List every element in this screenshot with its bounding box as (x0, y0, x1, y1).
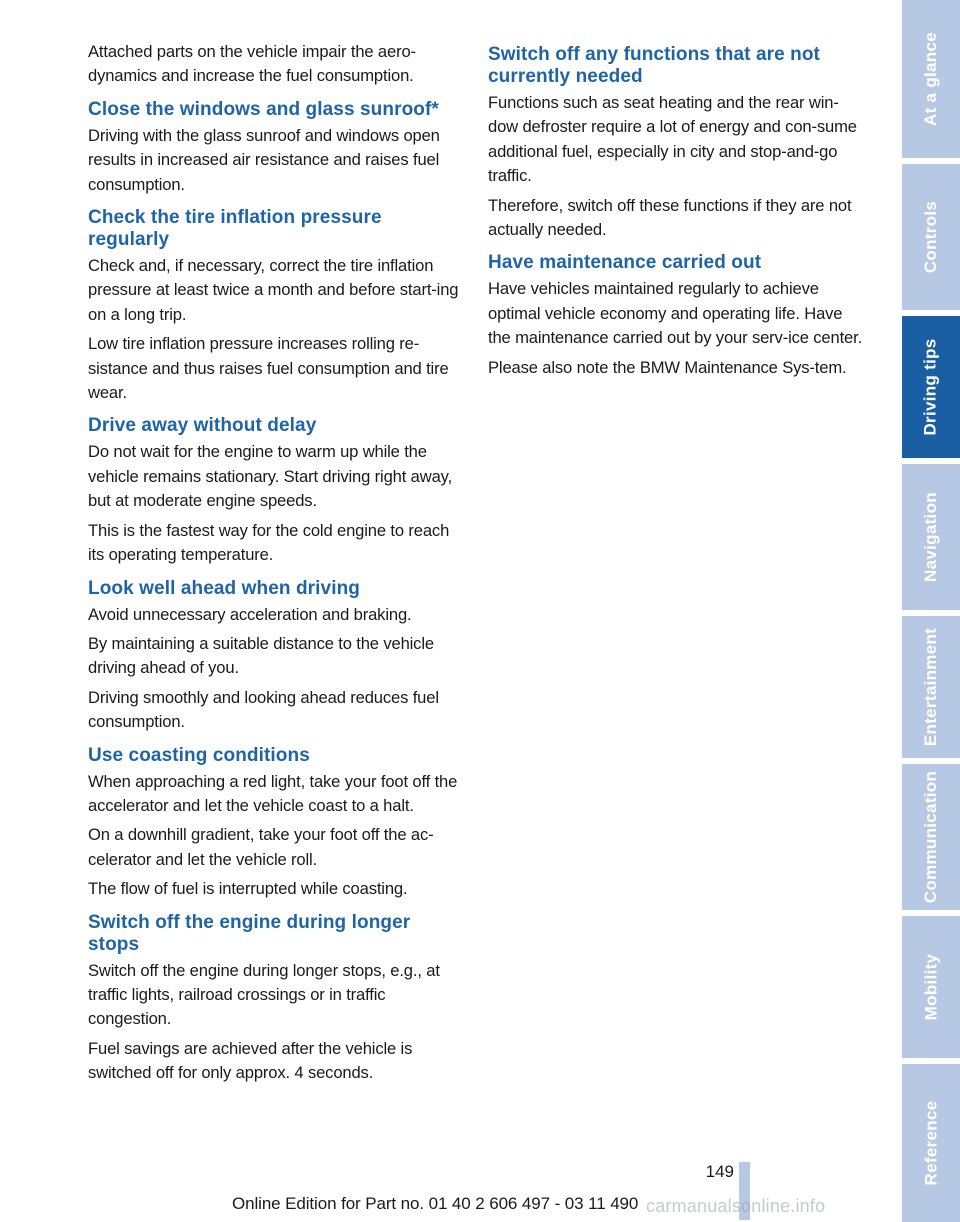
paragraph-coast-3: The flow of fuel is interrupted while coasting. (88, 879, 408, 899)
tab-controls[interactable] (902, 164, 960, 310)
tab-at-a-glance[interactable] (902, 0, 960, 158)
paragraph-stops-1: Switch off the engine during longer stops, e.g., at traffic lights, railroad crossings or in traffic congestion. (88, 960, 440, 1029)
tab-label: Entertainment (921, 627, 941, 747)
left-column (88, 40, 464, 1091)
paragraph-look-3: Driving smoothly and looking ahead reduces fuel consumption. (88, 687, 439, 732)
right-column (488, 40, 864, 385)
tab-label: At a glance (921, 32, 940, 126)
heading-longer-stops: Switch off the engine during longer stops (88, 911, 411, 955)
paragraph-coast-1: When approaching a red light, take your foot off the accelerator and let the vehicle coast to a halt. (88, 771, 458, 815)
heading-tire-pressure: Check the tire inflation pressure regularly (88, 207, 382, 251)
heading-maintenance: Have maintenance carried out (488, 252, 762, 274)
heading-look-ahead: Look well ahead when driving (88, 577, 361, 599)
tab-label: Communication (921, 770, 941, 904)
heading-drive-away: Drive away without delay (88, 415, 317, 437)
paragraph-look-2: By maintaining a suitable distance to the vehicle driving ahead of you. (88, 633, 434, 678)
heading-switch-off-functions: Switch off any functions that are not currently needed (488, 44, 820, 87)
paragraph-tire-1: Check and, if necessary, correct the tire inflation pressure at least twice a month and before start-ing on a long trip. (88, 256, 459, 324)
tab-reference[interactable] (902, 1064, 960, 1222)
paragraph-maintenance-1: Have vehicles maintained regularly to achieve optimal vehicle economy and operating life. Have the maintenance carried out by your serv-ice center. (488, 279, 863, 348)
tab-label: Reference (921, 1100, 941, 1186)
paragraph-look-1: Avoid unnecessary acceleration and braking. (88, 604, 412, 624)
paragraph-maintenance-2: Please also note the BMW Maintenance Sys-tem. (488, 357, 847, 377)
footer-edition-note: Online Edition for Part no. 01 40 2 606 497 - 03 11 490 (232, 1194, 639, 1213)
tab-entertainment[interactable] (902, 616, 960, 758)
paragraph-drive-1: Do not wait for the engine to warm up while the vehicle remains stationary. Start driving right away, but at moderate engine speeds. (88, 442, 453, 511)
paragraph-functions-1: Functions such as seat heating and the rear win-dow defroster require a lot of energy and con-sume additional fuel, especially in city and stop-and-go traffic. (488, 93, 857, 186)
paragraph-tire-2: Low tire inflation pressure increases rolling re-sistance and thus raises fuel consumption and tire wear. (88, 334, 449, 403)
tab-label: Navigation (921, 492, 940, 582)
tab-label: Mobility (921, 953, 940, 1021)
heading-coasting: Use coasting conditions (88, 744, 310, 766)
heading-close-windows: Close the windows and glass sunroof* (88, 98, 439, 120)
tab-communication[interactable] (902, 764, 960, 910)
tab-navigation[interactable] (902, 464, 960, 610)
paragraph-functions-2: Therefore, switch off these functions if they are not actually needed. (488, 195, 852, 240)
paragraph-windows: Driving with the glass sunroof and windows open results in increased air resistance and raises fuel consumption. (88, 125, 440, 194)
tab-driving-tips[interactable] (902, 316, 960, 458)
tab-mobility[interactable] (902, 916, 960, 1058)
page-number: 149 (705, 1162, 734, 1181)
tab-label: Driving tips (921, 338, 941, 436)
watermark: carmanualsonline.info (646, 1196, 826, 1216)
paragraph-stops-2: Fuel savings are achieved after the vehicle is switched off for only approx. 4 seconds. (88, 1038, 413, 1083)
tab-label: Controls (921, 200, 941, 274)
chapter-tabs (902, 0, 960, 1222)
paragraph-drive-2: This is the fastest way for the cold engine to reach its operating temperature. (88, 520, 450, 565)
paragraph-coast-2: On a downhill gradient, take your foot off the ac-celerator and let the vehicle roll. (88, 825, 434, 869)
paragraph-intro: Attached parts on the vehicle impair the aero-dynamics and increase the fuel consumption. (88, 42, 416, 86)
